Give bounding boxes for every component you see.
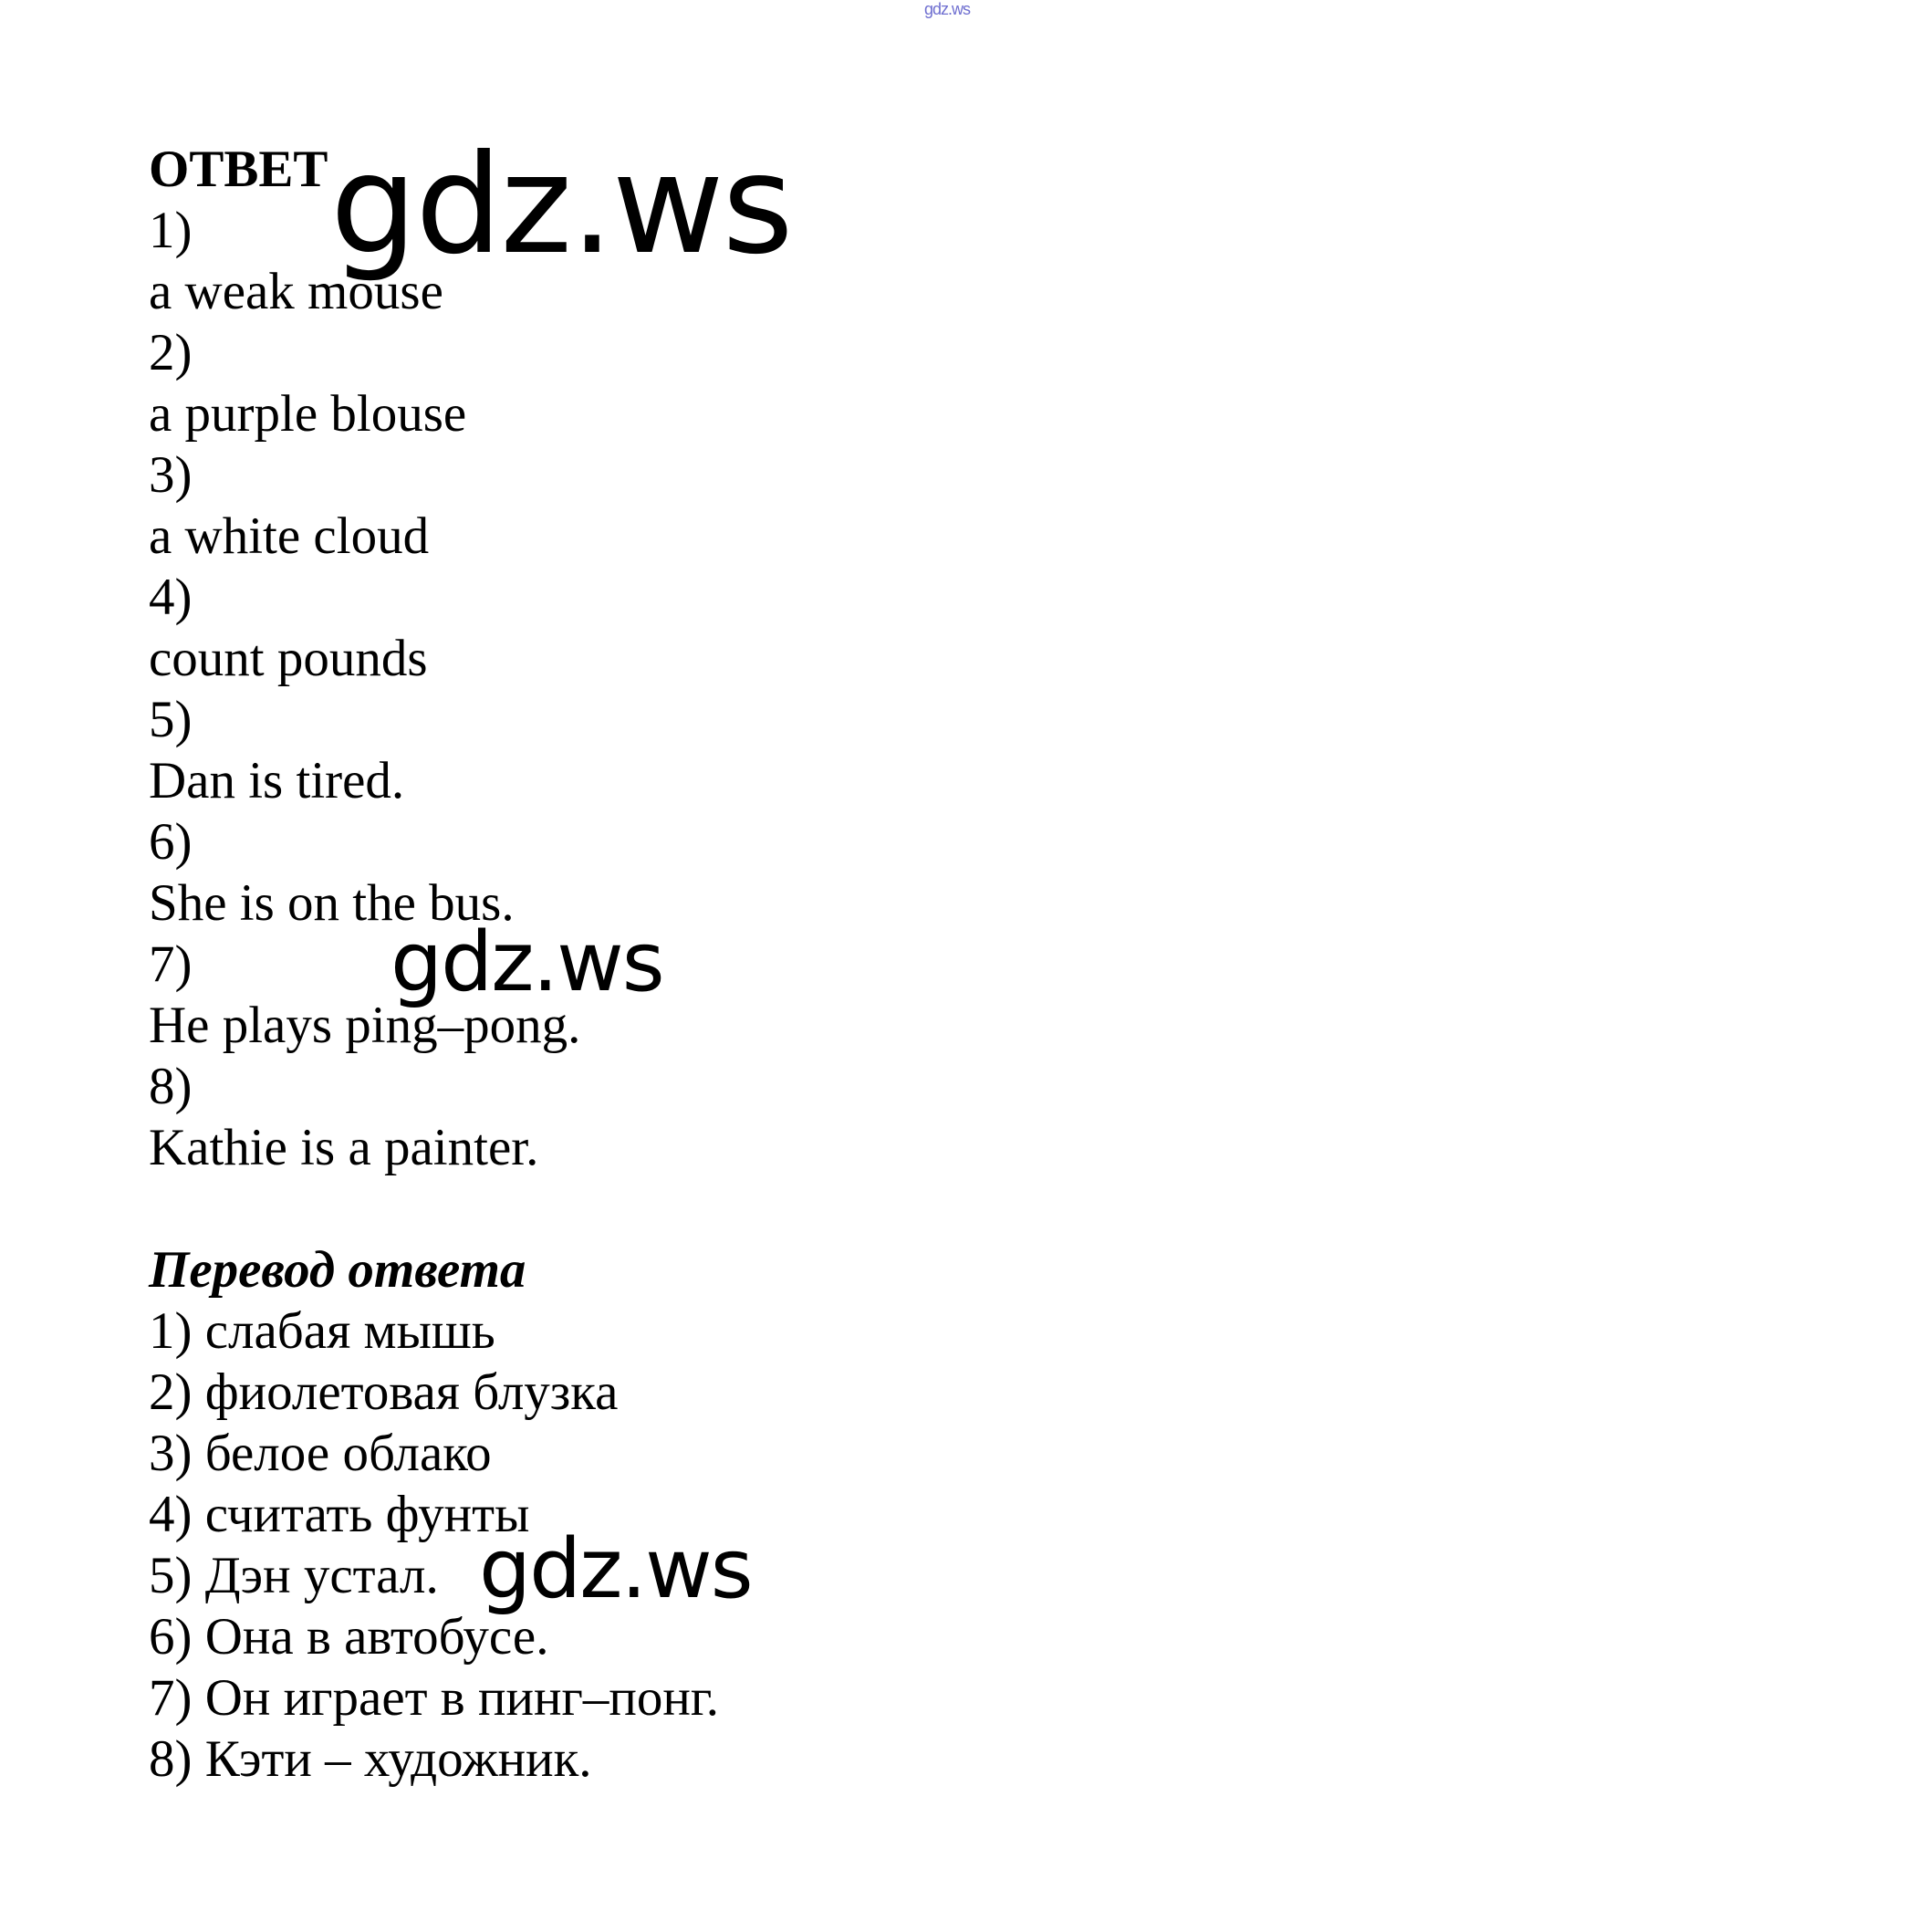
answer-number: 5): [149, 691, 193, 748]
answer-number: 4): [149, 569, 193, 626]
answer-text: count pounds: [149, 630, 428, 687]
section-spacer: [149, 1178, 1517, 1239]
translation-heading: Перевод ответа: [149, 1241, 526, 1299]
watermark-logo: gdz.ws: [330, 126, 792, 285]
answer-text: a white cloud: [149, 507, 430, 565]
answer-heading: ОТВЕТ: [149, 141, 328, 198]
translation-item: 5) Дэн устал.: [149, 1547, 439, 1604]
answer-number: 1): [149, 202, 193, 259]
site-watermark-top: gdz.ws: [924, 0, 971, 18]
answer-number: 6): [149, 813, 193, 871]
answer-text: She is on the bus.: [149, 874, 515, 932]
answer-text: a purple blouse: [149, 385, 467, 443]
translation-item: 2) фиолетовая блузка: [149, 1363, 619, 1421]
watermark-logo: gdz.ws: [391, 914, 663, 1010]
answer-text: a weak mouse: [149, 263, 443, 320]
translation-item: 4) считать фунты: [149, 1486, 530, 1543]
translation-item: 7) Он играет в пинг–понг.: [149, 1669, 720, 1727]
translation-item: 3) белое облако: [149, 1425, 492, 1482]
answer-text: Dan is tired.: [149, 752, 405, 809]
answer-number: 2): [149, 324, 193, 381]
translation-item: 1) слабая мышь: [149, 1302, 495, 1360]
answer-document: [149, 139, 1517, 1790]
answer-text: He plays ping–pong.: [149, 997, 581, 1054]
answer-number: 7): [149, 935, 193, 993]
watermark-logo: gdz.ws: [479, 1521, 752, 1617]
answer-text: Kathie is a painter.: [149, 1119, 539, 1176]
translation-item: 8) Кэти – художник.: [149, 1730, 592, 1788]
answer-number: 8): [149, 1058, 193, 1115]
translation-item: 6) Она в автобусе.: [149, 1608, 549, 1666]
answer-number: 3): [149, 446, 193, 504]
